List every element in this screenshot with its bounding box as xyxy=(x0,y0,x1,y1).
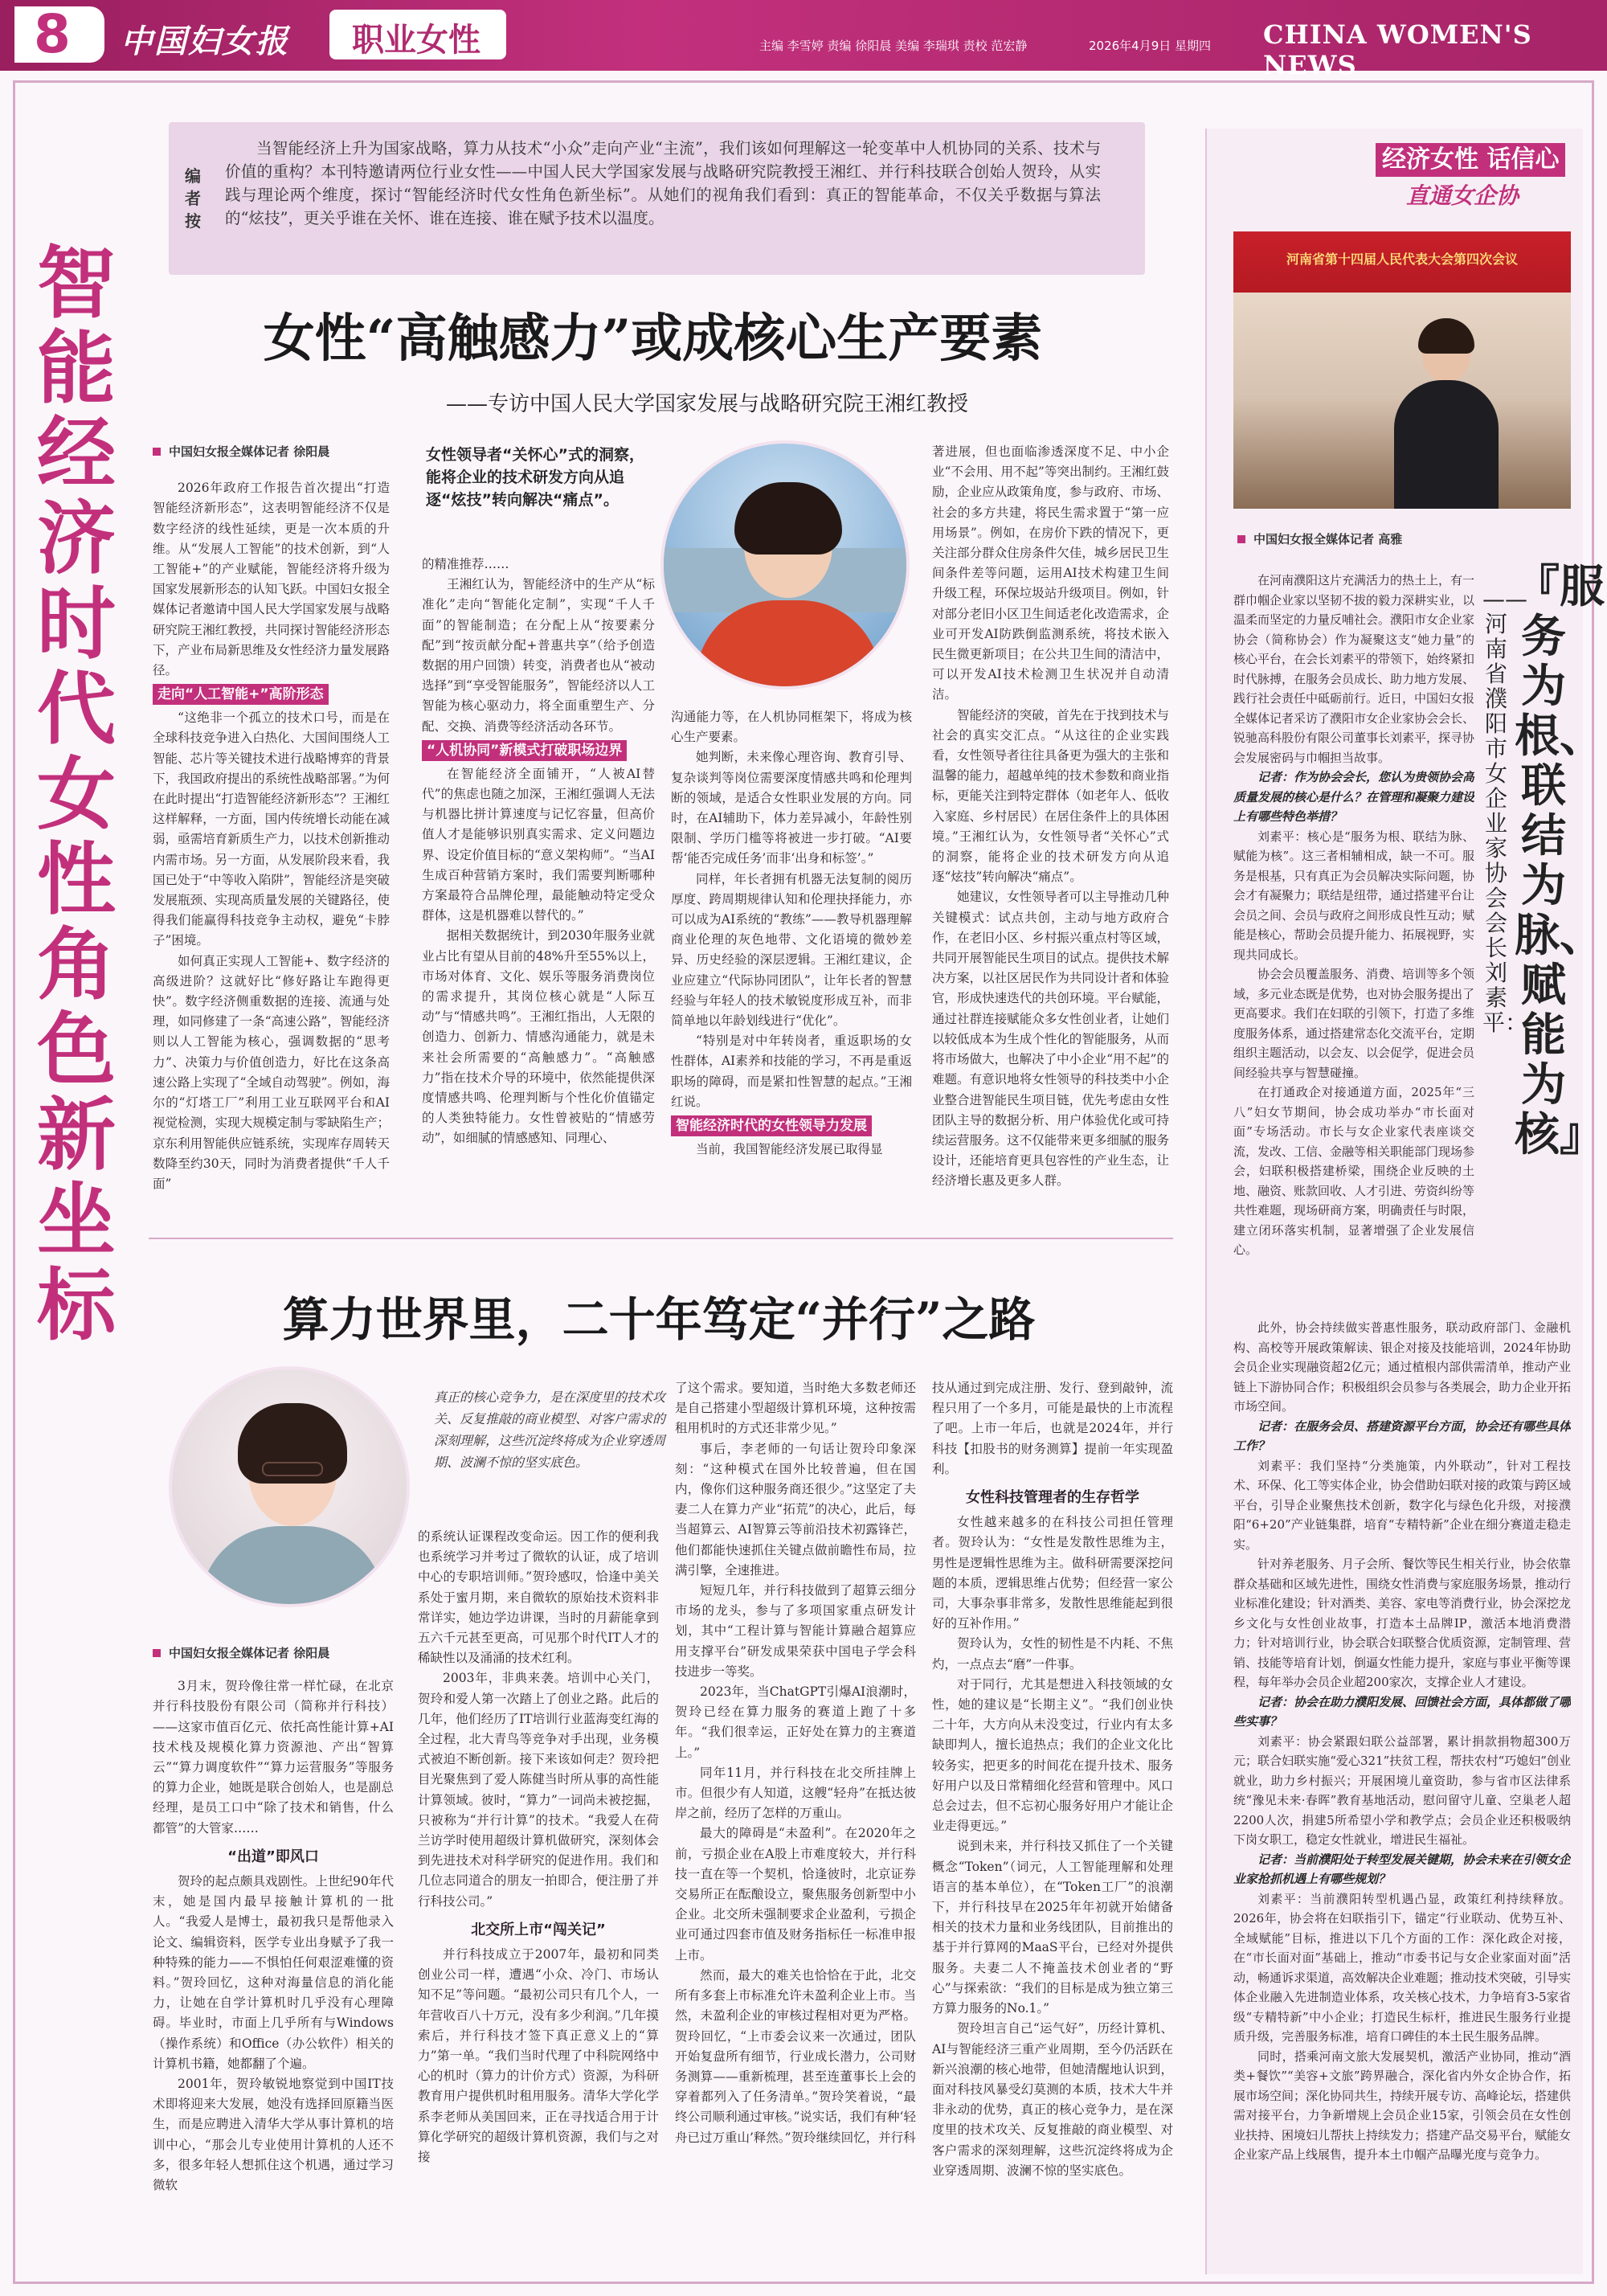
article1-pull-quote: 女性领导者“关怀心”式的洞察，能将企业的技术研发方向从追逐“炫技”转向解决“痛点”。 xyxy=(426,446,644,509)
article2-col4 xyxy=(932,1378,1173,2270)
article2-c4-p5: 说到未来，并行科技又抓住了一个关键概念“Token”（词元，人工智能理解和处理语言的基本单位），在“Token工厂”的浪潮下，并行科技早在2025年年初就开始储备相关的技术力量和业务线团队，目前推出的基于并行算网的MaaS平台，已经对外提供服务。夫妻二人不掩盖技术创业者的“野心”与探索欲：“我们的目标是成为独立第三方算力服务的No.1。” xyxy=(932,1839,1173,2016)
sidebar-text-top xyxy=(1233,571,1474,1310)
editor-note-text: 当智能经济上升为国家战略，算力从技术“小众”走向产业“主流”，我们该如何理解这一轮变革中人机协同的关系、技术与价值的重构？本刊特邀请两位行业女性——中国人民大学国家发展与战略研究院教授王湘红、并行科技联合创始人贺玲，从实践与理论两个维度，探讨“智能经济时代女性角色新坐标”。从她们的视角我们看到：真正的智能革命，不仅关乎数据与算法的“炫技”，更关乎谁在关怀、谁在连接、谁在赋予技术以温度。 xyxy=(225,139,1101,227)
article2-c3-p6: 最大的障碍是“未盈利”。在2020年之前，亏损企业在A股上市难度较大，并行科技一直在等一个契机，恰逢彼时，北京证券交易所正在酝酿设立，聚焦服务创新型中小企业。北交所未强制要求企业盈利，亏损企业可通过四套市值及财务指标任一标准申报上市。 xyxy=(675,1826,916,1962)
sidebar-a1-4: 此外，协会持续做实普惠性服务，联动政府部门、金融机构、高校等开展政策解读、银企对接及技能培训，2024年协助会员企业实现融资超2亿元；通过植根内部供需清单，推动产业链上下游协同合作；积极组织会员参与各类展会，助力企业开拓市场空间。 xyxy=(1233,1320,1571,1414)
article1-subhead-3: 智能经济时代的女性领导力发展 xyxy=(671,1115,872,1136)
article1-c3-p2: 她判断，未来像心理咨询、教育引导、复杂谈判等岗位需要深度情感共鸣和伦理判断的领域，是适合女性职业发展的方向。同时，在AI辅助下，体力差异减小，年龄性别限制、学历门槛等将被进一步打破。“AI要帮‘能否完成任务’而非‘出身和标签’。” xyxy=(671,750,912,866)
photo-banner-text: 河南省第十四届人民代表大会第四次会议 xyxy=(1286,252,1518,267)
issue-date: 2026年4月9日 星期四 xyxy=(1089,39,1212,53)
article1-c4-p1: 著进展，但也面临渗透深度不足、中小企业“不会用、用不起”等突出制约。王湘红鼓励，企业应从政策角度，参与政府、市场、社会的多方共建，将民生需求置于“第一应用场景”。例如，在房价下跌的情况下，更关注部分群众住房条件欠佳，城乡居民卫生间条件差等问题，运用AI技术构建卫生间升级工程，环保垃圾站升级项目。例如，针对部分老旧小区卫生间适老化改造需求，企业可开发AI防跌倒监测系统，将技术嵌入民生微更新项目；在公共卫生间的清洁中，可以开发AI技术检测卫生状况并自动清洁。 xyxy=(932,444,1169,702)
article1-c2-p1: 的精准推荐…… xyxy=(422,557,509,571)
article1-subtitle: ——专访中国人民大学国家发展与战略研究院王湘红教授 xyxy=(445,392,968,416)
article1-col1 xyxy=(153,442,390,1213)
sidebar-a2-2: 针对养老服务、月子会所、餐饮等民生相关行业，协会依靠群众基础和区域先进性，围绕女性消费与家庭服务场景，推动行业标准化建设；针对酒类、美容、家电等消费行业，协会深挖龙乡文化与女性创业故事，打造本土品牌IP，激活本地消费潜力；针对培训行业，协会联合妇联整合优质资源，定制管理、营销、技能等培育计划，倒逼女性能力提升，家庭与事业平衡等课程，每年举办会员企业超200家次，支撑企业人才建设。 xyxy=(1233,1557,1571,1689)
article1-c3-p5: 当前，我国智能经济发展已取得显 xyxy=(696,1142,883,1157)
article2-c3-p7: 然而，最大的难关也恰恰在于此，北交所有多套上市标准允许未盈利企业上市。当然，未盈利企业的审核过程相对更为严格。贺玲回忆，“上市委会议来一次通过，团队开始复盘所有细节，行业成长潜力，公司财务测算——重新梳理，甚至连董事长上会的穿着都列入了任务清单。”贺玲笑着说，“最终公司顺利通过审核。”说实话，我们有种‘轻舟已过万重山’释然。”贺玲继续回忆，并行科 xyxy=(675,1967,916,2145)
column-subtitle: 直通女企协 xyxy=(1406,182,1519,209)
article2-col1 xyxy=(153,1643,394,2270)
article1-c1-p1: 2026年政府工作报告首次提出“打造智能经济新形态”，这表明智能经济不仅是数字经济的线性延续，更是一次本质的升维。从“发展人工智能”的技术创新，到“人工智能+”的产业赋能，智能经济将升级为国家发展新形态的认知飞跃。中国妇女报全媒体记者邀请中国人民大学国家发展与战略研究院王湘红教授，共同探讨智能经济形态下，产业布局新思维及女性经济力量发展路径。 xyxy=(153,481,390,678)
article1-col3 xyxy=(671,707,912,1213)
article2-c2-p1: 的系统认证课程改变命运。因工作的便利我也系统学习并考过了微软的认证，成了培训中心的专职培训师。”贺玲感叹，恰逢中美关系处于蜜月期，来自微软的原始技术资料非常详实，她边学边讲课，当时的月薪能拿到五六千元甚至更高，可见那个时代IT人才的稀缺性以及涌涌的技术红利。 xyxy=(418,1529,659,1666)
portrait2-glasses xyxy=(262,1462,323,1476)
article2-byline: 中国妇女报全媒体记者 徐阳晨 xyxy=(153,1643,394,1664)
sidebar-a1-3: 在打通政企对接通道方面，2025年“三八”妇女节期间，协会成功举办“市长面对面”专场活动。市长与女企业家代表座谈交流，发改、工信、金融等相关职能部门现场参会，妇联积极搭建桥梁，围绕企业反映的土地、融资、账款回收、人才引进、劳资纠纷等共性难题，现场研商方案，明确责任与时限，建立闭环落实机制，显著增强了企业发展信心。 xyxy=(1233,1085,1474,1257)
section-name: 职业女性 xyxy=(352,22,480,59)
masthead-bar xyxy=(0,0,1607,80)
article1-col4 xyxy=(932,442,1169,1213)
sidebar-vertical-title: 『服务为根、联结为脉、赋能为核』 xyxy=(1515,561,1605,1161)
portrait-jacket xyxy=(696,600,881,690)
sidebar-a1-2: 协会会员覆盖服务、消费、培训等多个领域，多元业态既是优势，也对协会服务提出了更高要求。我们在妇联的引领下，打造了多维度服务体系，通过搭建常态化交流平台，定期组织主题活动，以会友、以会促学，促进会员间经验共享与智慧碰撞。 xyxy=(1233,967,1474,1080)
sidebar-byline: 中国妇女报全媒体记者 高雅 xyxy=(1237,530,1402,547)
photo-person-hair xyxy=(1418,318,1474,354)
sidebar-q2: 记者：在服务会员、搭建资源平台方面，协会还有哪些具体工作？ xyxy=(1233,1418,1571,1453)
article1-title: 女性“高触感力”或成核心生产要素 xyxy=(263,309,1043,369)
article2-subhead-1: “出道”即风口 xyxy=(227,1848,319,1865)
sidebar-q3: 记者：协会在助力濮阳发展、回馈社会方面，具体都做了哪些实事？ xyxy=(1233,1694,1571,1729)
article1-c2-p2: 王湘红认为，智能经济中的生产从“标准化”走向“智能化定制”，实现“千人千面”的智能制造；在分配上从“按要素分配”到“按贡献分配+普惠共享”（给予创造数据的用户回馈）转变，消费者也从“被动选择”到“享受智能服务”，智能经济以人工智能为核心驱动力，将全面重塑生产、分配、交换、消费等经济活动各环节。 xyxy=(422,577,655,734)
article2-title: 算力世界里，二十年笃定“并行”之路 xyxy=(282,1292,1036,1347)
article1-subhead-1: 走向“人工智能+”高阶形态 xyxy=(153,684,329,705)
article2-subhead-2: 北交所上市“闯关记” xyxy=(471,1921,606,1938)
editor-note-label-text: 编者按 xyxy=(185,166,201,231)
article2-c2-p3: 并行科技成立于2007年，最初和同类创业公司一样，遭遇“小众、冷门、市场认知不足”等问题。“最初公司只有几个人，一年营收百八十万元，没有多少利润。”几年摸索后，并行科技才签下真正意义上的“算力”第一单。“我们当时代理了中科院网络中心的机时（算力的计价方式）资源，为科研教育用户提供机时租用服务。清华大学化学系李老师从美国回来，正在寻找适合用于计算化学研究的超级计算机资源，我们与之对接 xyxy=(418,1947,659,2165)
sidebar-p1: 在河南濮阳这片充满活力的热土上，有一群巾帼企业家以坚韧不拔的毅力深耕实业，以温柔而坚定的力量反哺社会。濮阳市女企业家协会（简称协会）作为凝聚这支“她力量”的核心平台，在会长刘素平的带领下，始终紧扣时代脉搏，在服务会员成长、助力地方发展、践行社会责任中砥砺前行。近日，中国妇女报全媒体记者采访了濮阳市女企业家协会会长、锐驰高科股份有限公司董事长刘素平，探寻协会发展密码与巾帼担当故事。 xyxy=(1233,573,1474,765)
article2-c3-p2: 事后，李老师的一句话让贺玲印象深刻：“这种模式在国外比较普遍，但在国内，像你们这种服务商还很少。”这坚定了夫妻二人在算力产业“拓荒”的决心，此后，每当超算云、AI智算云等前沿技术初露锋芒，他们都能快速抓住关键点做前瞻性布局，拉满引擎，全速推进。 xyxy=(675,1441,916,1578)
article2-c3-p3: 短短几年，并行科技做到了超算云细分市场的龙头，参与了多项国家重点研发计划，其中“工程计算与智能计算融合超算应用支撑平台”研发成果荣获中国电子学会科技进步一等奖。 xyxy=(675,1583,916,1679)
article1-c3-p4: “特别是对中年转岗者，重返职场的女性群体，AI素养和技能的学习，不再是重返职场的障碍，而是紧扣性智慧的起点。”王湘红说。 xyxy=(671,1033,912,1109)
sidebar-a1-1: 刘素平：核心是“服务为根、联结为脉、赋能为核”。这三者相辅相成，缺一不可。服务是根基，只有真正为会员解决实际问题，协会才有凝聚力；联结是纽带，通过搭建平台让会员之间、会员与政府之间形成良性互动；赋能是核心，帮助会员提升能力、拓展视野，实现共同成长。 xyxy=(1233,829,1474,962)
article1-c1-p2: “这绝非一个孤立的技术口号，而是在全球科技竞争进入白热化、大国间围绕人工智能、芯片等关键技术进行战略博弈的背景下，我国政府提出的系统性战略部署。”为何在此时提出“打造智能经济新形态”？王湘红这样解释，一方面，国内传统增长动能在减弱，亟需培育新质生产力，以技术创新推动内需市场。另一方面，从发展阶段来看，我国已处于“中等收入陷阱”，智能经济是突破发展瓶颈、实现高质量发展的关键路径，使得我们能赢得科技竞争主动权，避免“卡脖子”困境。 xyxy=(153,710,390,948)
article2-c1-p3: 2001年，贺玲敏锐地察觉到中国IT技术即将迎来大发展，她没有选择回原籍当医生，而是应聘进入清华大学从事计算机的培训中心，“那会儿专业使用计算机的人还不多，很多年轻人想抓住这个机遇，通过学习微软 xyxy=(153,2077,394,2193)
article1-c4-p2: 智能经济的突破，首先在于找到技术与社会的真实交汇点。“从这往的企业实践看，女性领导者往往具备更为强大的主张和温馨的能力，超越单纯的技术参数和商业指标，更能关注到特定群体（如老年人、低收入家庭、乡村居民）在居住条件上的具体困境。”王湘红认为，女性领导者“关怀心”式的洞察，能将企业的技术研发方向从追逐“炫技”转向解决“痛点”。 xyxy=(932,707,1169,885)
article2-c2-p2: 2003年，非典来袭。培训中心关门，贺玲和爱人第一次踏上了创业之路。此后的几年，他们经历了IT培训行业蓝海变红海的全过程，北大青鸟等竞争对手出现，业务模式被迫不断创新。接下来该如何走？贺玲把目光聚焦到了爱人陈健当时所从事的高性能计算领域。彼时，“算力”一词尚未被挖掘，只被称为“并行计算”的技术。“我爱人在荷兰访学时使用超级计算机做研究，深刻体会到先进技术对科学研究的促进作用。我们和几位志同道合的朋友一拍即合，便注册了并行科技公司。” xyxy=(418,1671,659,1909)
article2-col3 xyxy=(675,1378,916,2270)
article1-col2 xyxy=(422,555,655,1213)
sidebar-a2-1: 刘素平：我们坚持“分类施策，内外联动”，针对工程技术、环保、化工等实体企业，协会借助妇联对接的政策与跨区域平台，引导企业聚焦技术创新，数字化与绿色化升级，对接濮阳“6+20”产业链集群，培育“专精特新”企业在细分赛道走稳走实。 xyxy=(1233,1458,1571,1552)
sidebar-a4-2: 同时，搭乘河南文旅大发展契机，激活产业协同，推动“酒类+餐饮”“美容+文旅”跨界融合，深化省内外女企协合作，拓展市场空间；深化协同共生，持续开展专访、高峰论坛，搭建供需对接平台，力争新增规上会员企业15家，引领会员在女性创业扶持、困境妇儿帮扶上持续发力；搭建产品交易平台，赋能女企业家产品上线展售，提升本土巾帼产品曝光度与竞争力。 xyxy=(1233,2048,1571,2162)
article1-c2-p4: 据相关数据统计，到2030年服务业就业占比有望从目前的48%升至55%以上，市场对体育、文化、娱乐等服务消费岗位的需求提升，其岗位核心就是“人际互动”与“情感共鸣”。王湘红指出，人无限的创造力、创新力、情感沟通能力，就是未来社会所需要的“高触感力”。“高触感力”指在技术介导的环境中，依然能提供深度情感共鸣、伦理判断与个性化价值锚定的人类独特能力。女性曾被贴的“情感劳动”，如细腻的情感感知、同理心、 xyxy=(422,928,655,1146)
brand-logo: 中国妇女报 xyxy=(121,23,289,60)
article1-byline: 中国妇女报全媒体记者 徐阳晨 xyxy=(153,442,390,462)
vertical-feature-title: 智能经济时代女性角色新坐标 xyxy=(36,238,116,1352)
sidebar-photo xyxy=(1233,231,1571,509)
editor-note-label xyxy=(178,165,207,232)
sidebar-q4: 记者：当前濮阳处于转型发展关键期，协会未来在引领女企业家抢抓机遇上有哪些规划？ xyxy=(1233,1852,1571,1886)
article1-c1-p3: 如何真正实现人工智能+、数字经济的高级进阶？这就好比“修好路让车跑得更快”。数字经济侧重数据的连接、流通与处理，如同修建了一条“高速公路”，智能经济则以人工智能为核心，强调数据的“思考力”、决策力与价值创造力，好比在这条高速公路上实现了“全域自动驾驶”。例如，海尔的“灯塔工厂”利用工业互联网平台和AI视觉检测，实现大规模定制与零缺陷生产；京东利用智能供应链系统，实现库存周转天数降至约30天，同时为消费者提供“千人千面” xyxy=(153,953,390,1191)
photo-person-body xyxy=(1394,380,1499,509)
article2-col2 xyxy=(418,1527,659,2270)
column-title: 经济女性 话信心 xyxy=(1376,143,1565,177)
sidebar-text-bottom xyxy=(1233,1318,1571,2266)
page-number-text: 8 xyxy=(34,3,71,65)
sidebar-a3-1: 刘素平：协会紧跟妇联公益部署，累计捐款捐物超300万元；联合妇联实施“爱心321”扶贫工程，帮扶农村“巧媳妇”创业就业，助力乡村振兴；开展困境儿童资助，参与省市区法律系统“豫见未来·春晖”教育基地活动，慰问留守儿童、空巢老人超2200人次，捐建5所希望小学和教学点；会员企业还积极吸纳下岗女职工，稳定女性就业，增进民生福祉。 xyxy=(1233,1733,1571,1847)
article2-subhead-3: 女性科技管理者的生存哲学 xyxy=(966,1489,1139,1507)
section-divider xyxy=(149,1238,1173,1239)
article2-c3-p4: 2023年，当ChatGPT引爆AI浪潮时，贺玲已经在算力服务的赛道上跑了十多年。“我们很幸运，正好处在算力的主赛道上。” xyxy=(675,1684,916,1760)
article1-subhead-2: “人机协同”新模式打破职场边界 xyxy=(422,740,627,761)
wang-xianghong-portrait xyxy=(660,440,910,690)
article2-c4-p3: 贺玲认为，女性的韧性是不内耗、不焦灼，一点点去“磨”一件事。 xyxy=(932,1636,1173,1672)
article2-c4-p2: 女性越来越多的在科技公司担任管理者。贺玲认为：“女性是发散性思维为主，男性是逻辑性思维为主。做科研需要深挖问题的本质，逻辑思维占优势；但经营一家公司，大事杂事非常多，发散性思维能起到很好的互补作用。” xyxy=(932,1515,1173,1631)
article2-c1-p1: 3月末，贺玲像往常一样忙碌，在北京并行科技股份有限公司（简称并行科技）——这家市值百亿元、依托高性能计算+AI技术栈及规模化算力资源池、产出“智算云”“算力调度软件”“算力运营服务”等服务的算力企业，她既是联合创始人，也是副总经理，是员工口中“除了技术和销售，什么都管”的大管家…… xyxy=(153,1679,394,1836)
article2-c4-p1: 技从通过到完成注册、发行、登到敲钟，流程只用了一个多月，可能是最快的上市流程了吧。上市一年后，也就是2024年，并行科技【扣股书的财务测算】提前一年实现盈利。 xyxy=(932,1381,1173,1476)
article1-c3-p3: 同样，年长者拥有机器无法复制的阅历厚度、跨周期规律认知和伦理抉择能力，亦可以成为AI系统的“教练”——教导机器理解商业伦理的灰色地带、文化语境的微妙差异、历史经验的深层逻辑。王湘红建议，企业应建立“代际协同团队”，让年长者的智慧经验与年轻人的技术敏锐度形成互补，而非简单地以年龄划线进行“优化”。 xyxy=(671,871,912,1029)
sidebar-a4-1: 刘素平：当前濮阳转型机遇凸显，政策红利持续释放。2026年，协会将在妇联指引下，锚定“行业联动、优势互补、全域赋能”目标，推进以下几个方面的工作：深化政企对接，在“市长面对面”基础上，推动“市委书记与女企业家面对面”活动，畅通诉求渠道，高效解决企业难题；推动技术突破，引导实体企业融入先进制造业体系，攻关核心技术，力争培育3-5家省级“专精特新”中小企业；打造民生标杆，推进民生服务行业提质升级，完善服务标准，培育口碑佳的本土民生服务品牌。 xyxy=(1233,1891,1571,2044)
article1-c2-p3: 在智能经济全面铺开，“人被AI替代”的焦虑也随之加深，王湘红强调人无法与机器比拼计算速度与记忆容量，但高价值人才是能够识别真实需求、定义问题边界、设定价值目标的“意义架构师”。“当AI生成百种营销方案时，我们需要判断哪种方案最符合品牌伦理，最能触动特定受众群体，这是机器难以替代的。” xyxy=(422,766,655,923)
english-name: CHINA WOMEN'S NEWS xyxy=(1263,19,1532,80)
staff-credits: 主编 李雪婷 责编 徐阳晨 美编 李瑞琪 责校 范宏静 xyxy=(759,39,1028,53)
article2-c3-p5: 同年11月，并行科技在北交所挂牌上市。但很少有人知道，这艘“轻舟”在抵达彼岸之前，经历了怎样的万重山。 xyxy=(675,1765,916,1821)
article1-c4-p3: 她建议，女性领导者可以主导推动几种关键模式：试点共创，主动与地方政府合作，在老旧小区、乡村振兴重点村等区域，共同开展智能民生项目的试点。提供技术解决方案，以社区居民作为共同设计者和体验官，形成快速迭代的共创环境。平台赋能，通过社群连接赋能众多女性创业者，让她们以较低成本为生成个性化的智能服务，从而将市场做大，也解决了中小企业“用不起”的难题。有意识地将女性领导的科技类中小企业整合进智能民生项目链，优先考虑由女性团队主导的数据分析、用户体验优化或可持续运营服务。这不仅能带来更多细腻的服务设计，还能培育更具包容性的产业生态，让经济增长惠及更多人群。 xyxy=(932,890,1169,1189)
article2-c4-p4: 对于同行，尤其是想进入科技领域的女性，她的建议是“长期主义”。“我们创业快二十年，大方向从未没变过，行业内有太多缺即判人，擅长追热点；我们的企业文化比较务实，把更多的时间花在提升技术、服务好用户以及日常精细化经营和管理中。风口总会过去，但不忘初心服务好用户才能让企业走得更远。” xyxy=(932,1676,1173,1834)
article1-c3-p1: 沟通能力等，在人机协同框架下，将成为核心生产要素。 xyxy=(671,710,912,745)
article2-c4-p6: 贺玲坦言自己“运气好”，历经计算机、AI与智能经济三重产业周期，至今仍活跃在新兴浪潮的核心地带，但她清醒地认识到，面对科技风暴受幻莫测的本质，技术大牛并非永动的优势，真正的核心竞争力，是在深度里的技术攻关、反复推敲的商业模型、对客户需求的深刻理解，这些沉淀终将成为企业穿透周期、波澜不惊的坚实底色。 xyxy=(932,2021,1173,2178)
article2-c3-p1: 了这个需求。要知道，当时绝大多数老师还是自己搭建小型超级计算机环境，这种按需租用机时的方式还非常少见。” xyxy=(675,1381,916,1436)
article2-quote: 真正的核心竞争力，是在深度里的技术攻关、反复推敲的商业模型、对客户需求的深刻理解，这些沉淀终将成为企业穿透周期、波澜不惊的坚实底色。 xyxy=(434,1389,666,1470)
portrait-hair xyxy=(734,482,842,555)
he-ling-portrait xyxy=(169,1366,410,1607)
portrait2-blouse xyxy=(200,1526,385,1607)
article2-c1-p2: 贺玲的起点颇具戏剧性。上世纪90年代末，她是国内最早接触计算机的一批人。“我爱人是博士，最初我只是帮他录入论文、编辑资料，医学专业出身赋予了我一种特殊的能力——不惧怕任何艰涩难懂的资料。”贺玲回忆，这种对海量信息的消化能力，让她在自学计算机时几乎没有心理障碍。毕业时，市面上几乎所有与Windows（操作系统）和Office（办公软件）相关的计算机书籍，她都翻了个遍。 xyxy=(153,1874,394,2071)
sidebar-vertical-subtitle: ——河南省濮阳市女企业家协会会长刘素平： xyxy=(1482,586,1528,1036)
sidebar-q1: 记者：作为协会会长，您认为贵领协会高质量发展的核心是什么？在管理和凝聚力建设上有哪些特色举措？ xyxy=(1233,770,1474,824)
